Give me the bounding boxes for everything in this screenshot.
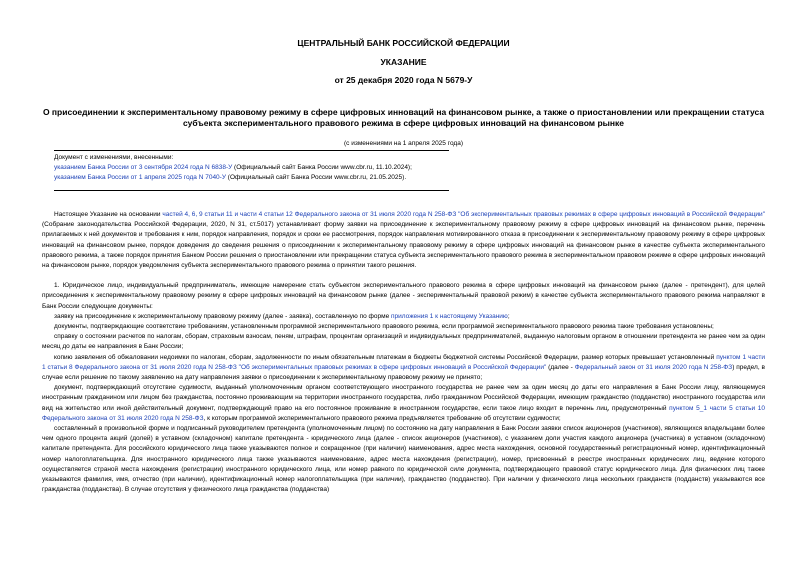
paragraph-shareholders-list: составленный в произвольной форме и подписанный руководителем претендента (уполномоченным лицом) по состоянию на дату направления в Банк России заявки список акционеров (участников), являющихся владельцами более чем одного процента акций (долей) в уставном (складочном) капитале претендента - юридического лица (далее - список акционеров (участников), с указанием доли участия каждого акционера (участника) в уставном (складочном) капитале претендента. Для российского юридического лица также указываются полное и сокращенное (при наличии) наименования, адрес места нахождения, основной государственный регистрационный номер, идентификационный номер налогоплательщика. Для иностранного юридического лица также указываются наименование, адрес места нахождения (регистрации), номер, присвоенный в реестре иностранных юридических лиц, ведение которого осуществляется страной места нахождения (регистрации) иностранного юридического лица, или номер равного по юридической силе документа, подтверждающего правовой статус юридического лица. Для физических лиц также указываются фамилия, имя, отчество (при наличии), идентификационный номер налогоплательщика (при наличии), гражданство (подданство). При наличии у физического лица нескольких гражданств (подданств) указываются все гражданства (подданства). В случае отсутствия у физического лица гражданства (подданства) — [42, 425, 765, 494]
paragraph-requirements: документы, подтверждающие соответствие требованиям, установленным программой экспериментального правового режима, если программой экспериментального правового режима такие требования установлены; — [54, 323, 714, 331]
law-258-link[interactable]: частей 4, 6, 9 статьи 11 и части 4 статьи 12 Федерального закона от 31 июля 2020 года N 258-ФЗ "Об экспериментальных правовых режимах в сфере цифровых инноваций в Российской Федерации" — [162, 211, 765, 218]
paragraph-application: заявку на присоединение к экспериментальному правовому режиму (далее - заявка), составленную по форме приложения 1 к настоящему Указанию; — [54, 312, 510, 320]
top-divider — [54, 150, 449, 151]
issuer-heading: ЦЕНТРАЛЬНЫЙ БАНК РОССИЙСКОЙ ФЕДЕРАЦИИ — [297, 38, 510, 48]
changes-item: указанием Банка России от 1 апреля 2025 года N 7040-У (Официальный сайт Банка России www.cbr.ru, 21.05.2025). — [54, 174, 407, 181]
law-258-short-link[interactable]: Федеральный закон от 31 июля 2020 года N 258-ФЗ — [574, 363, 733, 371]
amendment-link-6838[interactable]: указанием Банка России от 3 сентября 2024 года N 6838-У — [54, 164, 233, 171]
paragraph-criminal-record: документ, подтверждающий отсутствие судимости, выданный уполномоченным органом соответствующего иностранного государства не ранее чем за один месяц до даты его направления в Банк России лицу, являющемуся иностранным гражданином или лицом без гражданства, постоянно проживающим на территории иностранного государства, либо гражданином Российской Федерации, имеющим гражданство (подданство) иностранного государства или вид на жительство или иной действительный документ, подтверждающий право на его постоянное проживание в иностранном государстве, если такое лицо входит в перечень лиц, предусмотренный пунктом 5_1 части 5 статьи 10 Федерального закона от 31 июля 2020 года N 258-ФЗ, к которым программой экспериментального правового режима предъявляется требование об отсутствии судимости; — [42, 384, 765, 422]
appendix-1-link[interactable]: приложения 1 к настоящему Указанию — [391, 312, 508, 320]
changes-item: указанием Банка России от 3 сентября 2024 года N 6838-У (Официальный сайт Банка России www.cbr.ru, 11.10.2024); — [54, 164, 412, 171]
amendment-note: (с изменениями на 1 апреля 2025 года) — [343, 140, 463, 147]
doc-type-heading: УКАЗАНИЕ — [380, 57, 427, 67]
paragraph-1: 1. Юридическое лицо, индивидуальный предприниматель, имеющие намерение стать субъектом экспериментального правового режима в сфере цифровых инноваций на финансовом рынке (далее - претендент), для целей присоединения к экспериментальному правовому режиму в сфере цифровых инноваций на финансовом рынке (далее - экспериментальный правовой режим) в качестве субъекта экспериментального правового режима направляют в Банк России следующие документы: — [42, 282, 765, 310]
bottom-divider — [54, 190, 449, 191]
paragraph-tax-certificate: справку о состоянии расчетов по налогам, сборам, страховым взносам, пеням, штрафам, процентам организаций и индивидуальных предпринимателей, выданную налоговым органом в отношении претендента не ранее чем за один месяц до даты ее направления в Банк России; — [42, 333, 765, 351]
law-258-art8-link[interactable]: пунктом 1 части 1 статьи 8 Федерального закона от 31 июля 2020 года N 258-ФЗ "Об экспериментальных правовых режимах в сфере цифровых инноваций в Российской Федерации" — [42, 353, 765, 371]
changes-intro: Документ с изменениями, внесенными: — [54, 154, 174, 161]
changes-block — [54, 153, 754, 183]
law-258-art10-link[interactable]: пунктом 5_1 части 5 статьи 10 Федерального закона от 31 июля 2020 года N 258-ФЗ — [42, 404, 765, 422]
document-body — [42, 210, 765, 495]
document-title: О присоединении к экспериментальному правовому режиму в сфере цифровых инноваций на финансовом рынке, а также о приостановлении или прекращении статуса субъекта экспериментального правового режима в сфере цифровых инноваций на финансовом рынке — [42, 107, 765, 128]
amendment-link-7040[interactable]: указанием Банка России от 1 апреля 2025 года N 7040-У — [54, 174, 226, 181]
preamble-paragraph: Настоящее Указание на основании частей 4, 6, 9 статьи 11 и части 4 статьи 12 Федерального закона от 31 июля 2020 года N 258-ФЗ "Об экспериментальных правовых режимах в сфере цифровых инноваций в Российской Федерации" (Собрание законодательства Российской Федерации, 2020, N 31, ст.5017) устанавливает форму заявки на присоединение к экспериментальному правовому режиму в сфере цифровых инноваций на финансовом рынке, перечень прилагаемых к ней документов и требования к ним, порядок направления, порядок и сроки ее рассмотрения, порядок направления мотивированного отказа в присоединении к экспериментальному правовому режиму в сфере цифровых инноваций на финансовом рынке, порядок доведения до сведения решения о присоединении к экспериментальному правовому режиму в сфере цифровых инноваций на финансовом рынке в качестве субъекта экспериментального правового режима, а также порядок принятия Банком России решения о приостановлении или прекращении статуса субъекта экспериментального правового режима в экспериментальном правовом режиме в сфере цифровых инноваций на финансовом рынке, порядок уведомления субъекта экспериментального правового режима о принятии такого решения. — [42, 211, 765, 270]
paragraph-appeal-copy: копию заявления об обжаловании недоимки по налогам, сборам, задолженности по иным обязательным платежам в бюджеты бюджетной системы Российской Федерации, размер которых превышает установленный пунктом 1 части 1 статьи 8 Федерального закона от 31 июля 2020 года N 258-ФЗ "Об экспериментальных правовых режимах в сфере цифровых инноваций в Российской Федерации" (далее - Федеральный закон от 31 июля 2020 года N 258-ФЗ) предел, в случае если решение по такому заявлению на дату направления заявки о присоединении к экспериментальному правовому режиму не принято; — [42, 353, 765, 382]
doc-date-number: от 25 декабря 2020 года N 5679-У — [334, 75, 473, 85]
